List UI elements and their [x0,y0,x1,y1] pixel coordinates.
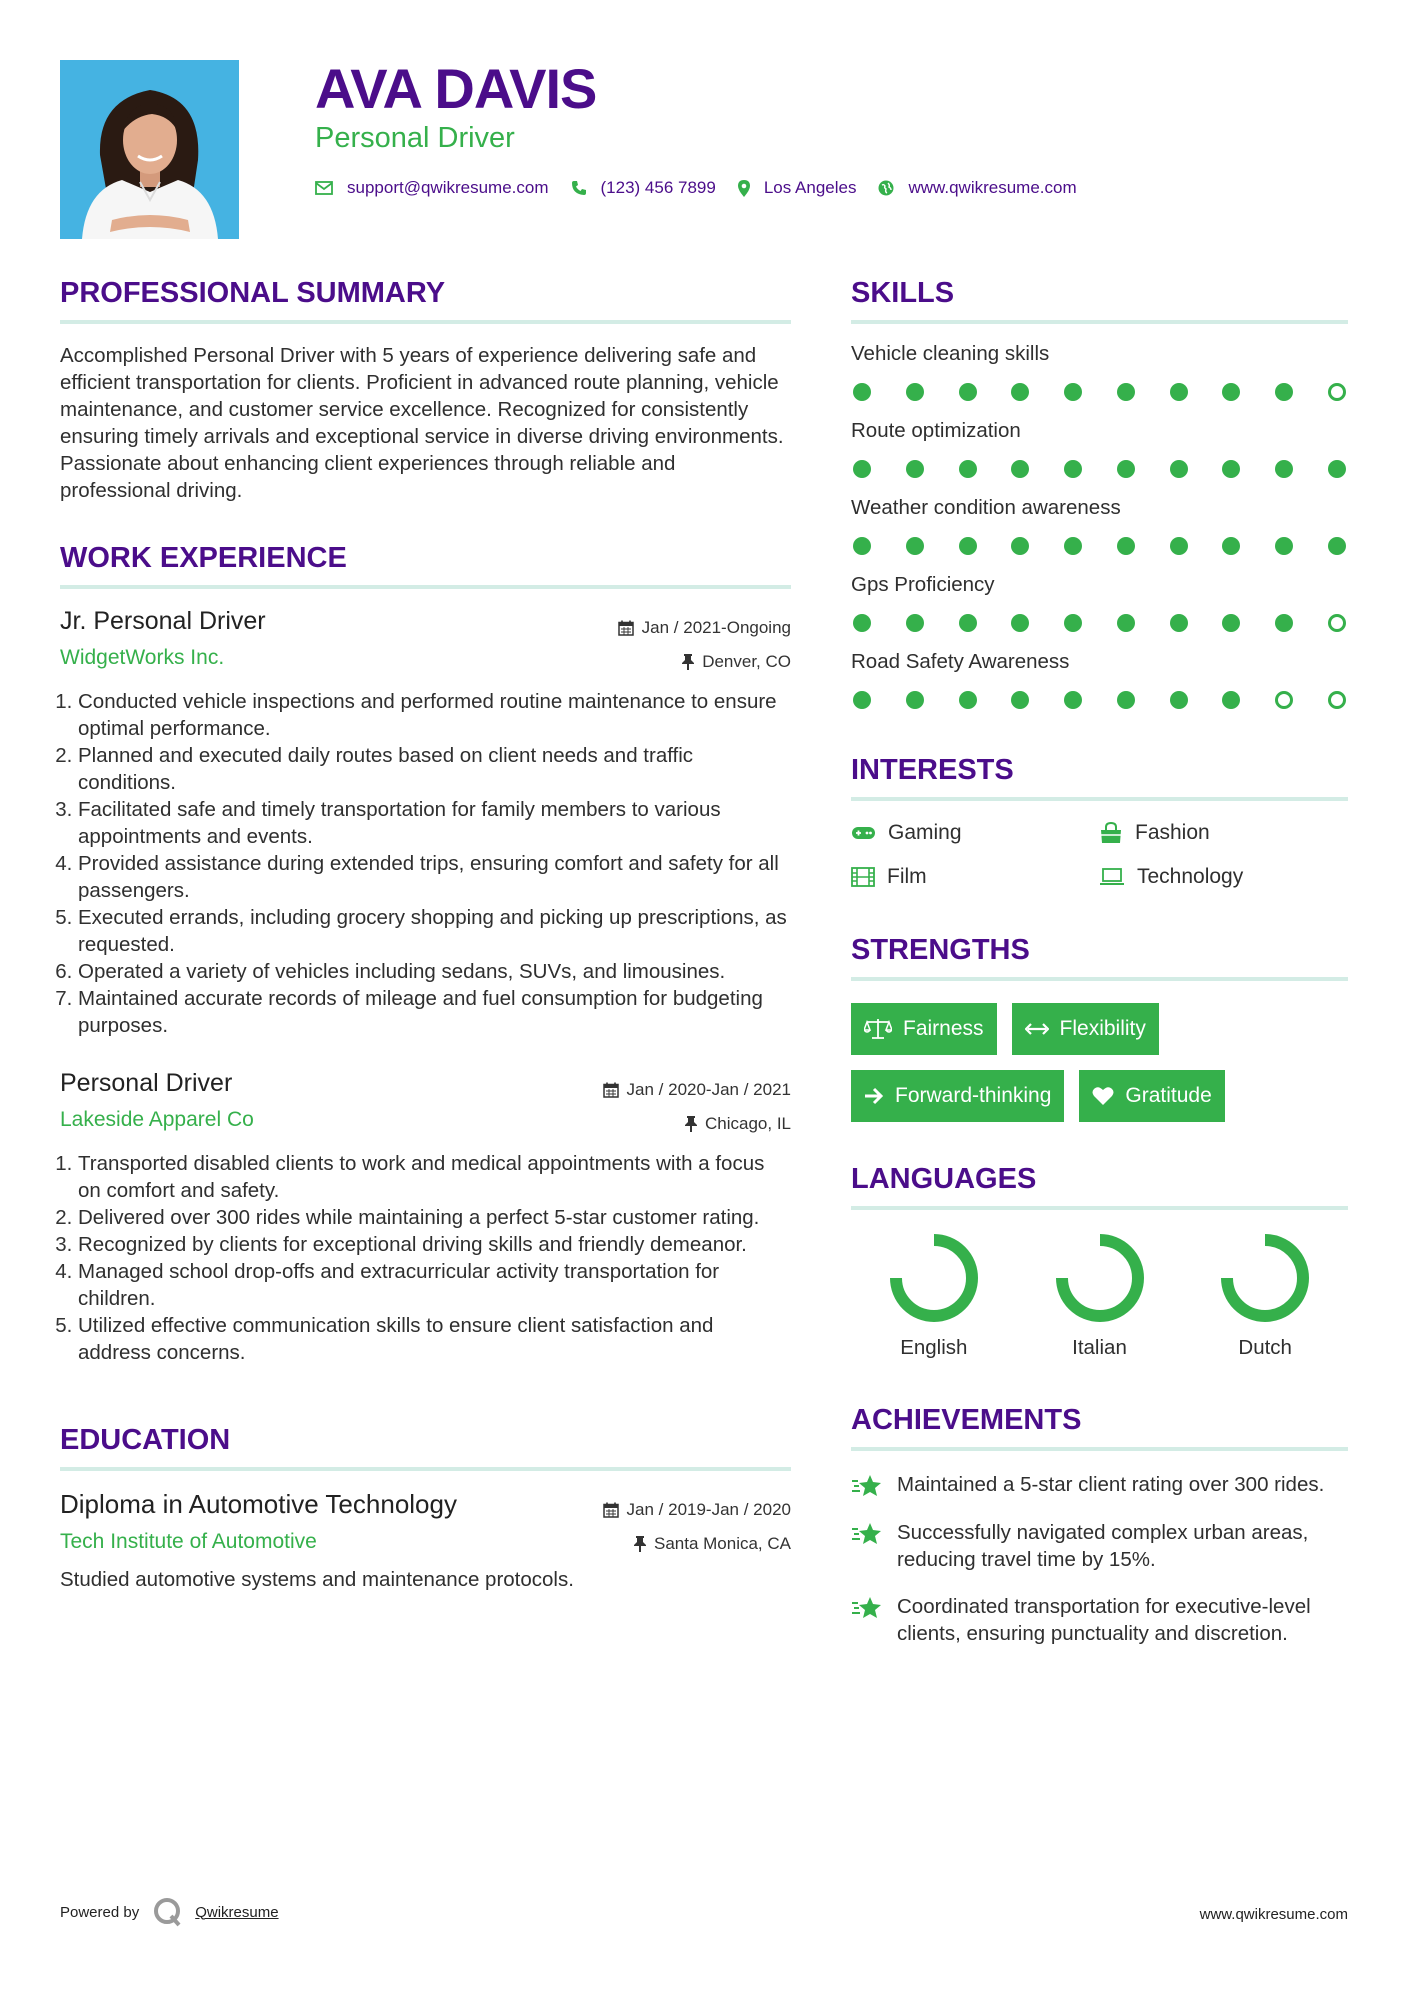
rating-dot-empty [1328,691,1346,709]
school-name: Tech Institute of Automotive [60,1530,317,1553]
website-text: www.qwikresume.com [908,178,1077,197]
skill-item [851,342,1348,401]
left-column [60,277,791,1592]
location-text: Los Angeles [763,178,857,197]
rating-dot-empty [1275,691,1293,709]
interests-title: INTERESTS [851,754,1014,786]
summary-title: PROFESSIONAL SUMMARY [60,277,446,309]
section-divider [851,977,1348,981]
language-level-arc [1062,1240,1138,1316]
section-divider [60,1467,791,1471]
calendar-icon [603,1082,619,1098]
job-meta [618,611,791,679]
rating-dot-filled [906,614,924,632]
skill-item [851,573,1348,632]
job-date [603,1073,791,1107]
bullet-item: 7. Maintained accurate records of mileage and fuel consumption for budgeting purposes. [78,985,791,1039]
achievement-text: Successfully navigated complex urban areas, reducing travel time by 15%. [897,1521,1309,1571]
rating-dot-filled [853,383,871,401]
rating-dot-filled [1170,691,1188,709]
pushpin-icon [634,1536,646,1552]
candidate-name: AVA DAVIS [315,57,597,120]
contact-email[interactable] [315,178,549,198]
rating-dot-filled [959,460,977,478]
interests-grid [851,821,1348,889]
education-title: EDUCATION [60,1424,231,1456]
rating-dot-filled [1170,614,1188,632]
rating-dot-filled [1117,537,1135,555]
job-date-text: Jan / 2020-Jan / 2021 [626,1080,791,1099]
email-text: support@qwikresume.com [347,178,549,197]
job-location [618,645,791,679]
contact-website[interactable] [878,178,1076,198]
map-marker-icon [738,180,750,197]
interests-section [851,754,1348,889]
bullet-item: 1. Transported disabled clients to work and medical appointments with a focus on comfort and safety. [78,1150,791,1204]
interest-item [851,821,1099,845]
bullet-item: 4. Provided assistance during extended trips, ensuring comfort and safety for all passengers. [78,850,791,904]
skill-rating [851,537,1348,555]
pushpin-icon [685,1116,697,1132]
summary-text: Accomplished Personal Driver with 5 years of experience delivering safe and efficient transportation for clients. Proficient in advanced route planning, vehicle maintenance, and customer service excellence. Recognized for consistently ensuring timely arrivals and exceptional service in diverse driving environments. Passionate about enhancing client experiences through reliable and professional driving. [60,344,784,502]
heart-icon [1092,1086,1114,1106]
skill-item [851,496,1348,555]
rating-dot-filled [1117,460,1135,478]
rating-dot-filled [1011,614,1029,632]
shopping-bag-icon [1099,822,1123,844]
language-name: Dutch [1238,1336,1292,1359]
bullet-item: 3. Recognized by clients for exceptional driving skills and friendly demeanor. [78,1231,791,1258]
company-name: Lakeside Apparel Co [60,1108,254,1131]
achievement-item [851,1471,1348,1499]
rating-dot-filled [1064,383,1082,401]
achievement-item [851,1593,1348,1647]
section-divider [851,1206,1348,1210]
rating-dot-empty [1328,614,1346,632]
job-title: Jr. Personal Driver [60,607,266,635]
experience-section [60,542,791,1366]
education-location-text: Santa Monica, CA [653,1534,791,1553]
bullet-item: 5. Utilized effective communication skills to ensure client satisfaction and address concerns. [78,1312,791,1366]
rating-dot-filled [853,691,871,709]
degree-title: Diploma in Automotive Technology [60,1489,457,1519]
rating-dot-filled [1328,460,1346,478]
section-divider [60,585,791,589]
rating-dot-filled [1117,383,1135,401]
skill-item [851,650,1348,709]
rating-dot-filled [1170,537,1188,555]
section-divider [851,1447,1348,1451]
powered-by-text: Powered by [60,1903,140,1921]
rating-dot-filled [959,614,977,632]
achievement-text: Maintained a 5-star client rating over 300 rides. [897,1473,1325,1496]
interest-item [851,865,1099,889]
section-divider [60,320,791,324]
strength-badge [1079,1070,1224,1122]
gamepad-icon [851,825,876,841]
rating-dot-filled [1064,691,1082,709]
profile-photo [60,60,239,239]
qwikresume-logo-icon [153,1897,183,1927]
section-divider [851,320,1348,324]
arrow-right-icon [864,1087,884,1105]
rating-dot-filled [906,383,924,401]
rating-dot-filled [1117,691,1135,709]
contact-phone[interactable] [571,178,716,198]
skill-name: Gps Proficiency [851,573,995,596]
rating-dot-filled [1064,460,1082,478]
qwikresume-link[interactable]: Qwikresume [195,1903,279,1921]
phone-icon [571,180,587,196]
calendar-icon [603,1502,619,1518]
education-entry [60,1489,791,1592]
company-name: WidgetWorks Inc. [60,646,225,669]
rating-dot-filled [1222,537,1240,555]
arrows-horizontal-icon [1025,1022,1049,1036]
language-level-ring [1054,1232,1146,1324]
language-item [1017,1232,1183,1360]
achievement-text: Coordinated transportation for executive-level clients, ensuring punctuality and discretion. [897,1595,1311,1645]
globe-icon [878,180,894,196]
rating-dot-filled [1011,691,1029,709]
education-description: Studied automotive systems and maintenance protocols. [60,1568,574,1591]
skill-rating [851,691,1348,709]
shooting-star-icon [851,1595,883,1621]
rating-dot-filled [959,383,977,401]
skill-name: Weather condition awareness [851,496,1121,519]
strength-badge [851,1070,1064,1122]
languages-section [851,1163,1348,1360]
strengths-title: STRENGTHS [851,934,1030,966]
bullet-item: 2. Delivered over 300 rides while maintaining a perfect 5-star customer rating. [78,1204,791,1231]
achievements-title: ACHIEVEMENTS [851,1404,1082,1436]
language-level-ring [888,1232,980,1324]
interest-label: Fashion [1135,821,1210,844]
bullet-item: 6. Operated a variety of vehicles including sedans, SUVs, and limousines. [78,958,791,985]
rating-dot-filled [1011,537,1029,555]
languages-title: LANGUAGES [851,1163,1037,1195]
strengths-section [851,934,1348,1137]
pushpin-icon [682,654,694,670]
language-name: Italian [1072,1336,1127,1359]
bullet-item: 2. Planned and executed daily routes based on client needs and traffic conditions. [78,742,791,796]
interest-label: Technology [1137,865,1244,888]
interest-label: Gaming [888,821,962,844]
bullet-item: 3. Facilitated safe and timely transportation for family members to various appointments and events. [78,796,791,850]
job-title: Personal Driver [60,1069,233,1097]
job-date-text: Jan / 2021-Ongoing [641,618,791,637]
interest-item [1099,865,1347,889]
skill-name: Road Safety Awareness [851,650,1070,673]
skill-name: Vehicle cleaning skills [851,342,1050,365]
summary-section [60,277,791,504]
rating-dot-filled [906,537,924,555]
skills-title: SKILLS [851,277,955,309]
rating-dot-filled [1170,460,1188,478]
languages-list [851,1232,1348,1360]
skill-rating [851,460,1348,478]
phone-text: (123) 456 7899 [600,178,716,197]
contact-location [738,178,857,198]
rating-dot-filled [1064,614,1082,632]
rating-dot-filled [1117,614,1135,632]
job-meta [603,1073,791,1141]
rating-dot-filled [1064,537,1082,555]
skill-rating [851,383,1348,401]
rating-dot-filled [1222,460,1240,478]
education-date [603,1493,791,1527]
job-date [618,611,791,645]
candidate-role: Personal Driver [315,122,515,154]
rating-dot-empty [1328,383,1346,401]
strength-badge [1012,1003,1159,1055]
footer-website[interactable]: www.qwikresume.com [1199,1906,1348,1923]
contact-bar [315,178,1099,198]
rating-dot-filled [906,691,924,709]
language-level-arc [896,1240,972,1316]
strength-badge [851,1003,997,1055]
film-icon [851,867,875,887]
achievements-section [851,1404,1348,1647]
language-item [851,1232,1017,1360]
skills-list [851,342,1348,709]
skill-rating [851,614,1348,632]
footer-powered-by [60,1897,279,1927]
calendar-icon [618,620,634,636]
balance-scale-icon [864,1018,892,1040]
education-location [603,1527,791,1561]
envelope-icon [315,181,333,195]
strengths-list [851,1003,1348,1137]
rating-dot-filled [1275,537,1293,555]
rating-dot-filled [1222,614,1240,632]
strength-label: Fairness [903,1017,984,1040]
strength-label: Flexibility [1059,1017,1146,1040]
language-name: English [900,1336,968,1359]
rating-dot-filled [959,537,977,555]
rating-dot-filled [1170,383,1188,401]
rating-dot-filled [1275,460,1293,478]
shooting-star-icon [851,1521,883,1547]
job-bullets [60,1150,791,1366]
job-location-text: Chicago, IL [705,1114,791,1133]
education-section [60,1424,791,1592]
bullet-item: 1. Conducted vehicle inspections and performed routine maintenance to ensure optimal performance. [78,688,791,742]
achievement-item [851,1519,1348,1573]
language-level-arc [1227,1240,1303,1316]
rating-dot-filled [1328,537,1346,555]
rating-dot-filled [1275,383,1293,401]
rating-dot-filled [853,537,871,555]
job-location [603,1107,791,1141]
strength-label: Gratitude [1125,1084,1212,1107]
job-bullets [60,688,791,1039]
job-entry [60,607,791,1039]
skill-name: Route optimization [851,419,1021,442]
rating-dot-filled [959,691,977,709]
interest-label: Film [887,865,927,888]
section-divider [851,797,1348,801]
right-column [851,277,1348,1647]
rating-dot-filled [853,614,871,632]
rating-dot-filled [853,460,871,478]
education-meta [603,1493,791,1561]
rating-dot-filled [906,460,924,478]
bullet-item: 4. Managed school drop-offs and extracurricular activity transportation for children. [78,1258,791,1312]
shooting-star-icon [851,1473,883,1499]
rating-dot-filled [1275,614,1293,632]
language-item [1182,1232,1348,1360]
rating-dot-filled [1222,691,1240,709]
skills-section [851,277,1348,709]
interest-item [1099,821,1347,845]
strength-label: Forward-thinking [895,1084,1052,1107]
education-date-text: Jan / 2019-Jan / 2020 [626,1500,791,1519]
experience-title: WORK EXPERIENCE [60,542,347,574]
language-level-ring [1219,1232,1311,1324]
rating-dot-filled [1222,383,1240,401]
job-entry [60,1069,791,1366]
rating-dot-filled [1011,383,1029,401]
job-location-text: Denver, CO [702,652,791,671]
laptop-icon [1099,868,1125,886]
skill-item [851,419,1348,478]
rating-dot-filled [1011,460,1029,478]
bullet-item: 5. Executed errands, including grocery shopping and picking up prescriptions, as requested. [78,904,791,958]
